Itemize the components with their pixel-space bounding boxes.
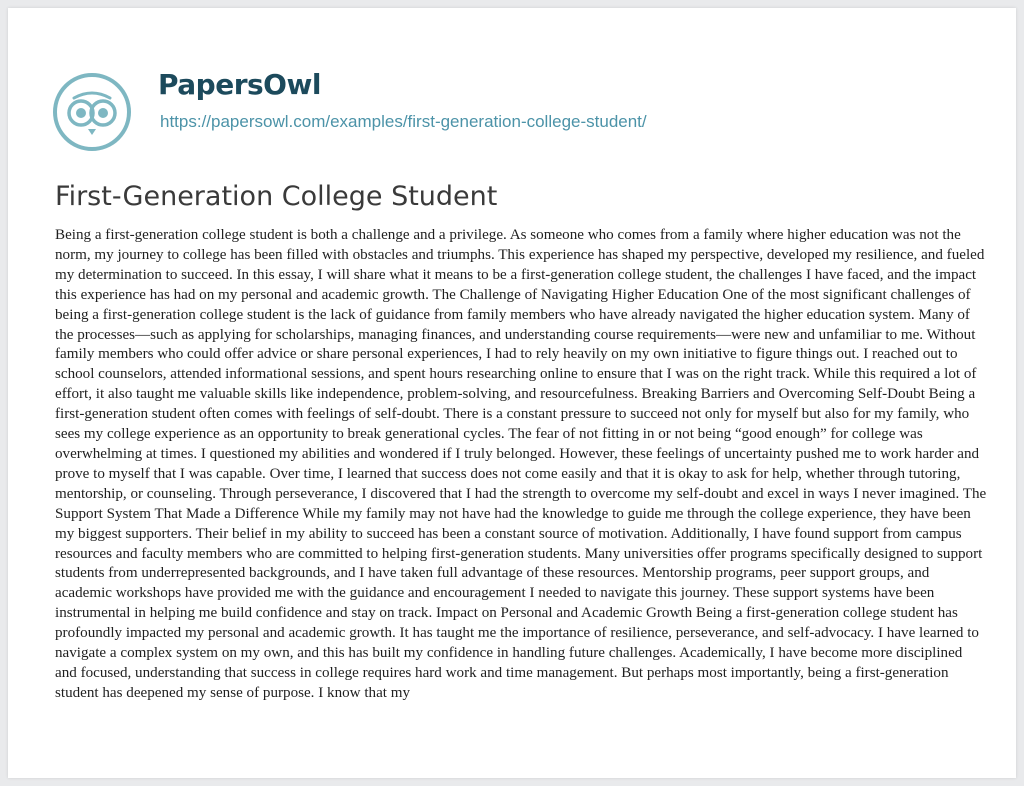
essay-title: First-Generation College Student bbox=[55, 181, 498, 212]
essay-body-text: Being a first-generation college student is both a challenge and a privilege. As someone who comes from a family where higher education was not the norm, my journey to college has been filled with obstacles and triumphs. This experience has shaped my perspective, developed my resilience, and fueled my determination to succeed. In this essay, I will share what it means to be a first-generation college student, the challenges I have faced, and the impact this experience has had on my personal and academic growth. The Challenge of Navigating Higher Education One of the most significant challenges of being a first-generation college student is the lack of guidance from family members who have already navigated the higher education system. Many of the processes—such as applying for scholarships, managing finances, and understanding course requirements—were new and unfamiliar to me. Without family members who could offer advice or share personal experiences, I had to rely heavily on my own initiative to figure things out. I reached out to school counselors, attended informational sessions, and spent hours researching online to ensure that I was on the right track. While this required a lot of effort, it also taught me valuable skills like independence, problem-solving, and resourcefulness. Breaking Barriers and Overcoming Self-Doubt Being a first-generation student often comes with feelings of self-doubt. There is a constant pressure to succeed not only for myself but also for my family, who sees my college experience as an opportunity to break generational cycles. The fear of not fitting in or not being “good enough” for college was overwhelming at times. I questioned my abilities and wondered if I truly belonged. However, these feelings of uncertainty pushed me to work harder and prove to myself that I was capable. Over time, I learned that success does not come easily and that it is okay to ask for help, whether through tutoring, mentorship, or counseling. Through perseverance, I discovered that I had the strength to overcome my self-doubt and excel in ways I never imagined. The Support System That Made a Difference While my family may not have had the knowledge to guide me through the college experience, they have been my biggest supporters. Their belief in my ability to succeed has been a constant source of motivation. Additionally, I have found support from campus resources and faculty members who are committed to helping first-generation students. Many universities offer programs specifically designed to support students from underrepresented backgrounds, and I have taken full advantage of these resources. Mentorship programs, peer support groups, and academic workshops have provided me with the guidance and encouragement I needed to navigate this journey. These support systems have been instrumental in helping me build confidence and stay on track. Impact on Personal and Academic Growth Being a first-generation college student has profoundly impacted my personal and academic growth. It has taught me the importance of resilience, perseverance, and self-advocacy. I have learned to navigate a complex system on my own, and this has built my confidence in handling future challenges. Academically, I have become more disciplined and focused, understanding that success in college requires hard work and time management. But perhaps most importantly, being a first-generation student has deepened my sense of purpose. I know that my bbox=[55, 227, 987, 701]
brand-name: PapersOwl bbox=[158, 68, 321, 101]
document-page bbox=[8, 8, 1016, 778]
owl-eyes-logo-icon bbox=[52, 72, 132, 152]
source-url-link[interactable]: https://papersowl.com/examples/first-generation-college-student/ bbox=[160, 112, 647, 131]
